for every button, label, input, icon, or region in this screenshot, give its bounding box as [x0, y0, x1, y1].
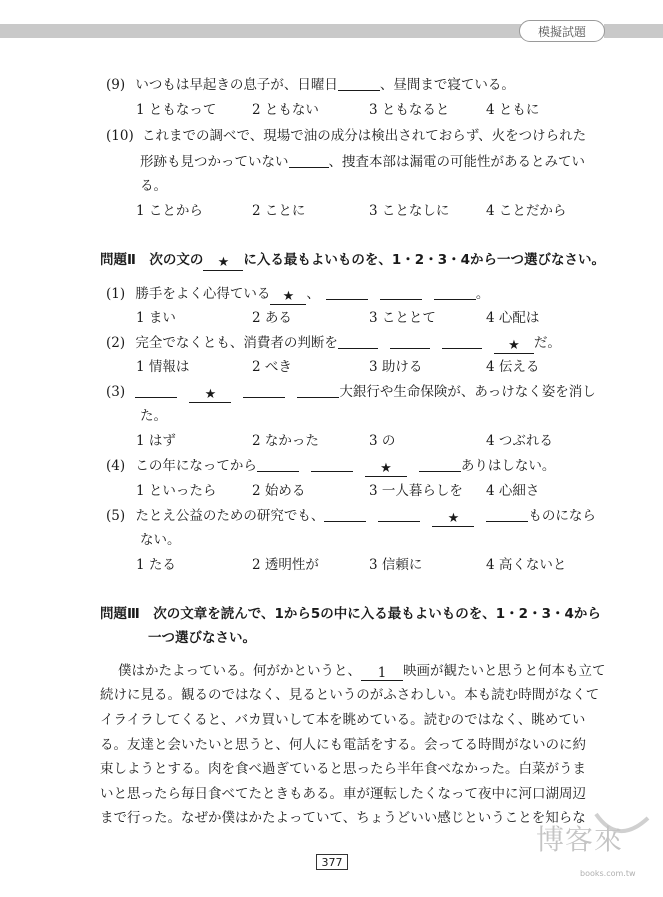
- section-3-heading-line2: 一つ選びなさい。: [148, 630, 256, 646]
- answer-blank: [380, 285, 422, 300]
- page-number: 377: [316, 854, 348, 870]
- question-10-line2: 形跡も見つかっていない 、捜査本部は漏電の可能性があるとみてい: [140, 154, 585, 170]
- passage-line: る。友達と会いたいと思うと、何人にも電話をする。会ってる時間がないのに約: [100, 737, 586, 753]
- option: 3 一人暮らしを: [369, 483, 463, 499]
- answer-blank: [297, 383, 339, 398]
- option: 4 ことだから: [486, 203, 567, 219]
- question-9: (9) いつもは早起きの息子が、日曜日 、昼間まで寝ている。: [106, 77, 515, 93]
- option: 2 ある: [252, 310, 292, 326]
- question-10-line3: る。: [140, 178, 167, 194]
- option: 3 信頼に: [369, 557, 423, 573]
- header-band: [0, 24, 596, 38]
- option: 2 始める: [252, 483, 306, 499]
- header-title: 模擬試題: [519, 20, 605, 42]
- answer-blank: [390, 334, 430, 349]
- question-2-1: (1) 勝手をよく心得ている ★ 、 。: [106, 286, 490, 304]
- passage-line: まで行った。なぜか僕はかたよっていて、ちょうどいい感じということを知らな: [100, 810, 586, 826]
- star-icon: ★: [494, 339, 534, 354]
- answer-blank: [486, 507, 528, 522]
- question-number: (4): [106, 458, 126, 474]
- option: 2 なかった: [252, 433, 319, 449]
- passage-line: 続けに見る。観るのではなく、見るというのがふさわしい。本も読む時間がなくて: [100, 687, 600, 703]
- answer-blank: [378, 507, 420, 522]
- question-number: (3): [106, 384, 126, 400]
- option: 4 つぶれる: [486, 433, 553, 449]
- answer-blank: [338, 334, 378, 349]
- question-2-3: (3) ★ 大銀行や生命保険が、あっけなく姿を消し: [106, 384, 596, 402]
- option: 4 高くないと: [486, 557, 567, 573]
- question-number: (1): [106, 286, 126, 302]
- star-icon: ★: [432, 512, 474, 527]
- star-icon: ★: [270, 290, 306, 305]
- option: 1 といったら: [136, 483, 217, 499]
- question-number: (10): [106, 128, 134, 144]
- answer-blank: [442, 334, 482, 349]
- answer-blank: [311, 457, 353, 472]
- option: 3 ことなしに: [369, 203, 450, 219]
- answer-blank: [324, 507, 366, 522]
- option: 4 ともに: [486, 102, 540, 118]
- option: 1 情報は: [136, 359, 190, 375]
- question-number: (5): [106, 508, 126, 524]
- star-icon: ★: [365, 462, 407, 477]
- option: 1 ことから: [136, 203, 203, 219]
- answer-blank: [135, 383, 177, 398]
- option: 3 こととて: [369, 310, 436, 326]
- option: 4 心細さ: [486, 483, 540, 499]
- star-icon: ★: [203, 256, 243, 271]
- option: 1 まい: [136, 310, 176, 326]
- answer-blank: [419, 457, 461, 472]
- option: 1 はず: [136, 433, 176, 449]
- question-2-4: (4) この年になってから ★ ありはしない。: [106, 458, 556, 476]
- option: 4 伝える: [486, 359, 540, 375]
- question-2-5-line2: ない。: [140, 532, 181, 548]
- option: 3 ともなると: [369, 102, 450, 118]
- passage-line: 束しようとする。肉を食べ過ぎていると思ったら半年食べなかった。白菜がうま: [100, 761, 586, 777]
- answer-blank: [326, 285, 368, 300]
- option: 3 の: [369, 433, 396, 449]
- numbered-blank: 1: [361, 666, 403, 681]
- answer-blank: [243, 383, 285, 398]
- question-2-5: (5) たとえ公益のための研究でも、 ★ ものになら: [106, 508, 596, 526]
- question-number: (2): [106, 335, 126, 351]
- option: 1 ともなって: [136, 102, 217, 118]
- section-2-heading: 問題Ⅱ 次の文の ★ に入る最もよいものを、1・2・3・4から一つ選びなさい。: [100, 252, 605, 270]
- option: 2 透明性が: [252, 557, 319, 573]
- passage-line: いと思ったら毎日食べてたときもある。車が運転したくなって夜中に河口湖周辺: [100, 786, 586, 802]
- passage-line: 僕はかたよっている。何がかというと、 1 映画が観たいと思うと何本も立て: [118, 663, 606, 681]
- star-icon: ★: [189, 388, 231, 403]
- answer-blank: [289, 153, 329, 168]
- section-3-heading: 問題Ⅲ 次の文章を読んで、1から5の中に入る最もよいものを、1・2・3・4から: [100, 606, 601, 622]
- option: 1 たる: [136, 557, 176, 573]
- option: 3 助ける: [369, 359, 423, 375]
- question-2-3-line2: た。: [140, 408, 167, 424]
- option: 2 ことに: [252, 203, 306, 219]
- option: 2 べき: [252, 359, 292, 375]
- passage-line: イライラしてくると、バカ買いして本を眺めている。読むのではなく、眺めてい: [100, 712, 586, 728]
- question-number: (9): [106, 77, 126, 93]
- watermark-url: books.com.tw: [580, 869, 636, 878]
- header-band-end: [604, 24, 663, 38]
- answer-blank: [257, 457, 299, 472]
- watermark-text: 博客來: [536, 823, 624, 856]
- question-10: (10) これまでの調べで、現場で油の成分は検出されておらず、火をつけられた: [106, 128, 587, 144]
- option: 4 心配は: [486, 310, 540, 326]
- question-2-2: (2) 完全でなくとも、消費者の判断を ★ だ。: [106, 335, 561, 353]
- answer-blank: [434, 285, 476, 300]
- option: 2 ともない: [252, 102, 319, 118]
- answer-blank: [338, 76, 380, 91]
